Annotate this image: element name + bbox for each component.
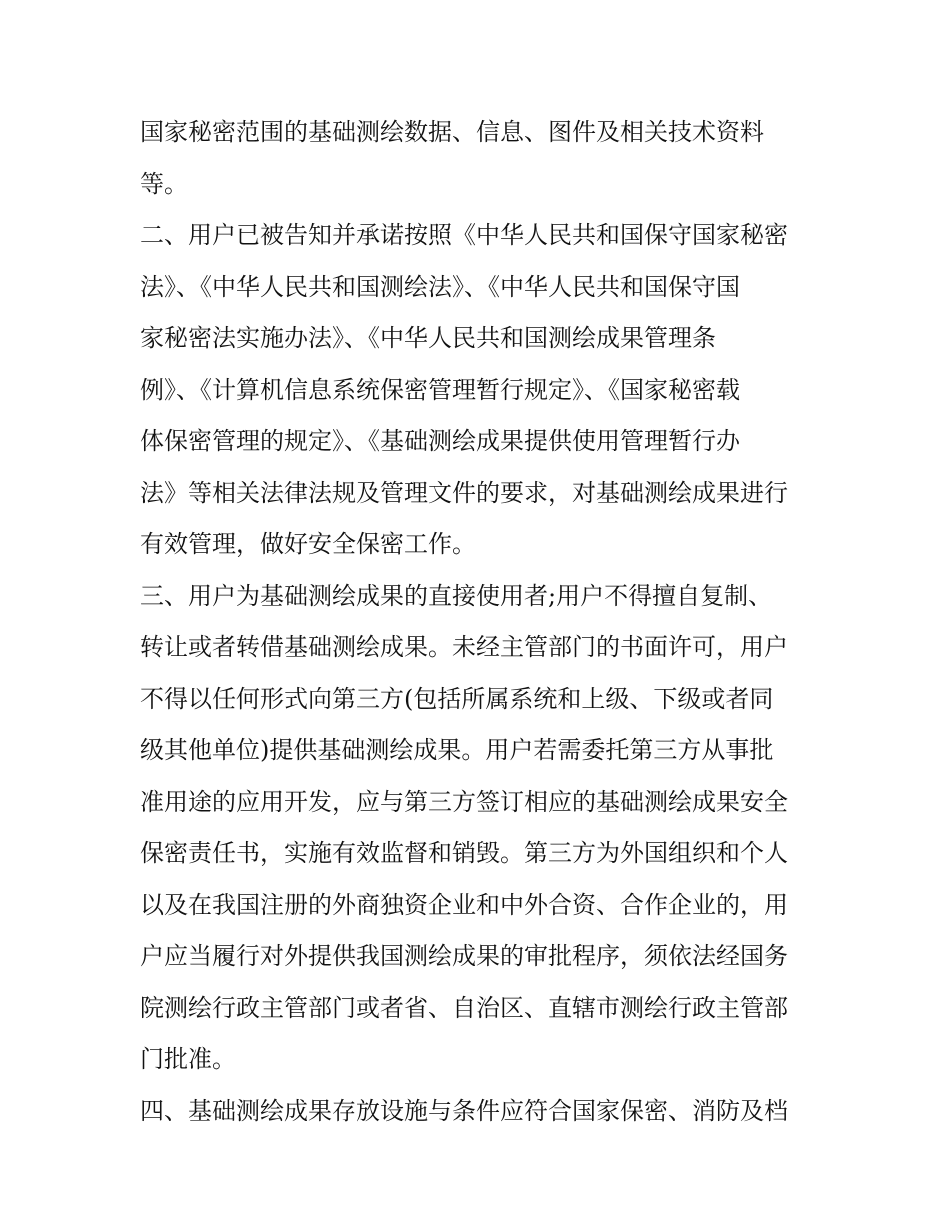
text-line: 法》、《中华人民共和国测绘法》、《中华人民共和国保守国 (140, 272, 740, 301)
text-line: 保密责任书，实施有效监督和销毁。第三方为外国组织和个人 (140, 839, 788, 867)
text-line: 以及在我国注册的外商独资企业和中外合资、合作企业的，用 (140, 890, 788, 919)
text-line: 等。 (140, 169, 188, 198)
text-line: 级其他单位)提供基础测绘成果。用户若需委托第三方从事批 (140, 736, 774, 764)
text-line: 国家秘密范围的基础测绘数据、信息、图件及相关技术资料 (140, 118, 764, 146)
text-line: 门批准。 (140, 1045, 236, 1073)
text-line: 二、用户已被告知并承诺按照《中华人民共和国保守国家秘密 (140, 221, 788, 249)
text-line: 不得以任何形式向第三方(包括所属系统和上级、下级或者同 (140, 684, 774, 713)
text-line: 家秘密法实施办法》、《中华人民共和国测绘成果管理条 (140, 324, 716, 352)
text-line: 体保密管理的规定》、《基础测绘成果提供使用管理暂行办 (140, 427, 740, 455)
text-line: 院测绘行政主管部门或者省、自治区、直辖市测绘行政主管部 (140, 993, 788, 1022)
text-line: 法》等相关法律法规及管理文件的要求，对基础测绘成果进行 (140, 478, 788, 507)
text-line: 三、用户为基础测绘成果的直接使用者;用户不得擅自复制、 (140, 581, 773, 610)
document-body (140, 107, 820, 1137)
text-line: 准用途的应用开发，应与第三方签订相应的基础测绘成果安全 (140, 787, 788, 816)
text-line: 有效管理，做好安全保密工作。 (140, 530, 476, 558)
text-line: 户应当履行对外提供我国测绘成果的审批程序，须依法经国务 (140, 942, 788, 970)
text-line: 四、基础测绘成果存放设施与条件应符合国家保密、消防及档 (140, 1096, 788, 1125)
text-line: 例》、《计算机信息系统保密管理暂行规定》、《国家秘密载 (140, 375, 740, 404)
text-line: 转让或者转借基础测绘成果。未经主管部门的书面许可，用户 (140, 633, 788, 661)
